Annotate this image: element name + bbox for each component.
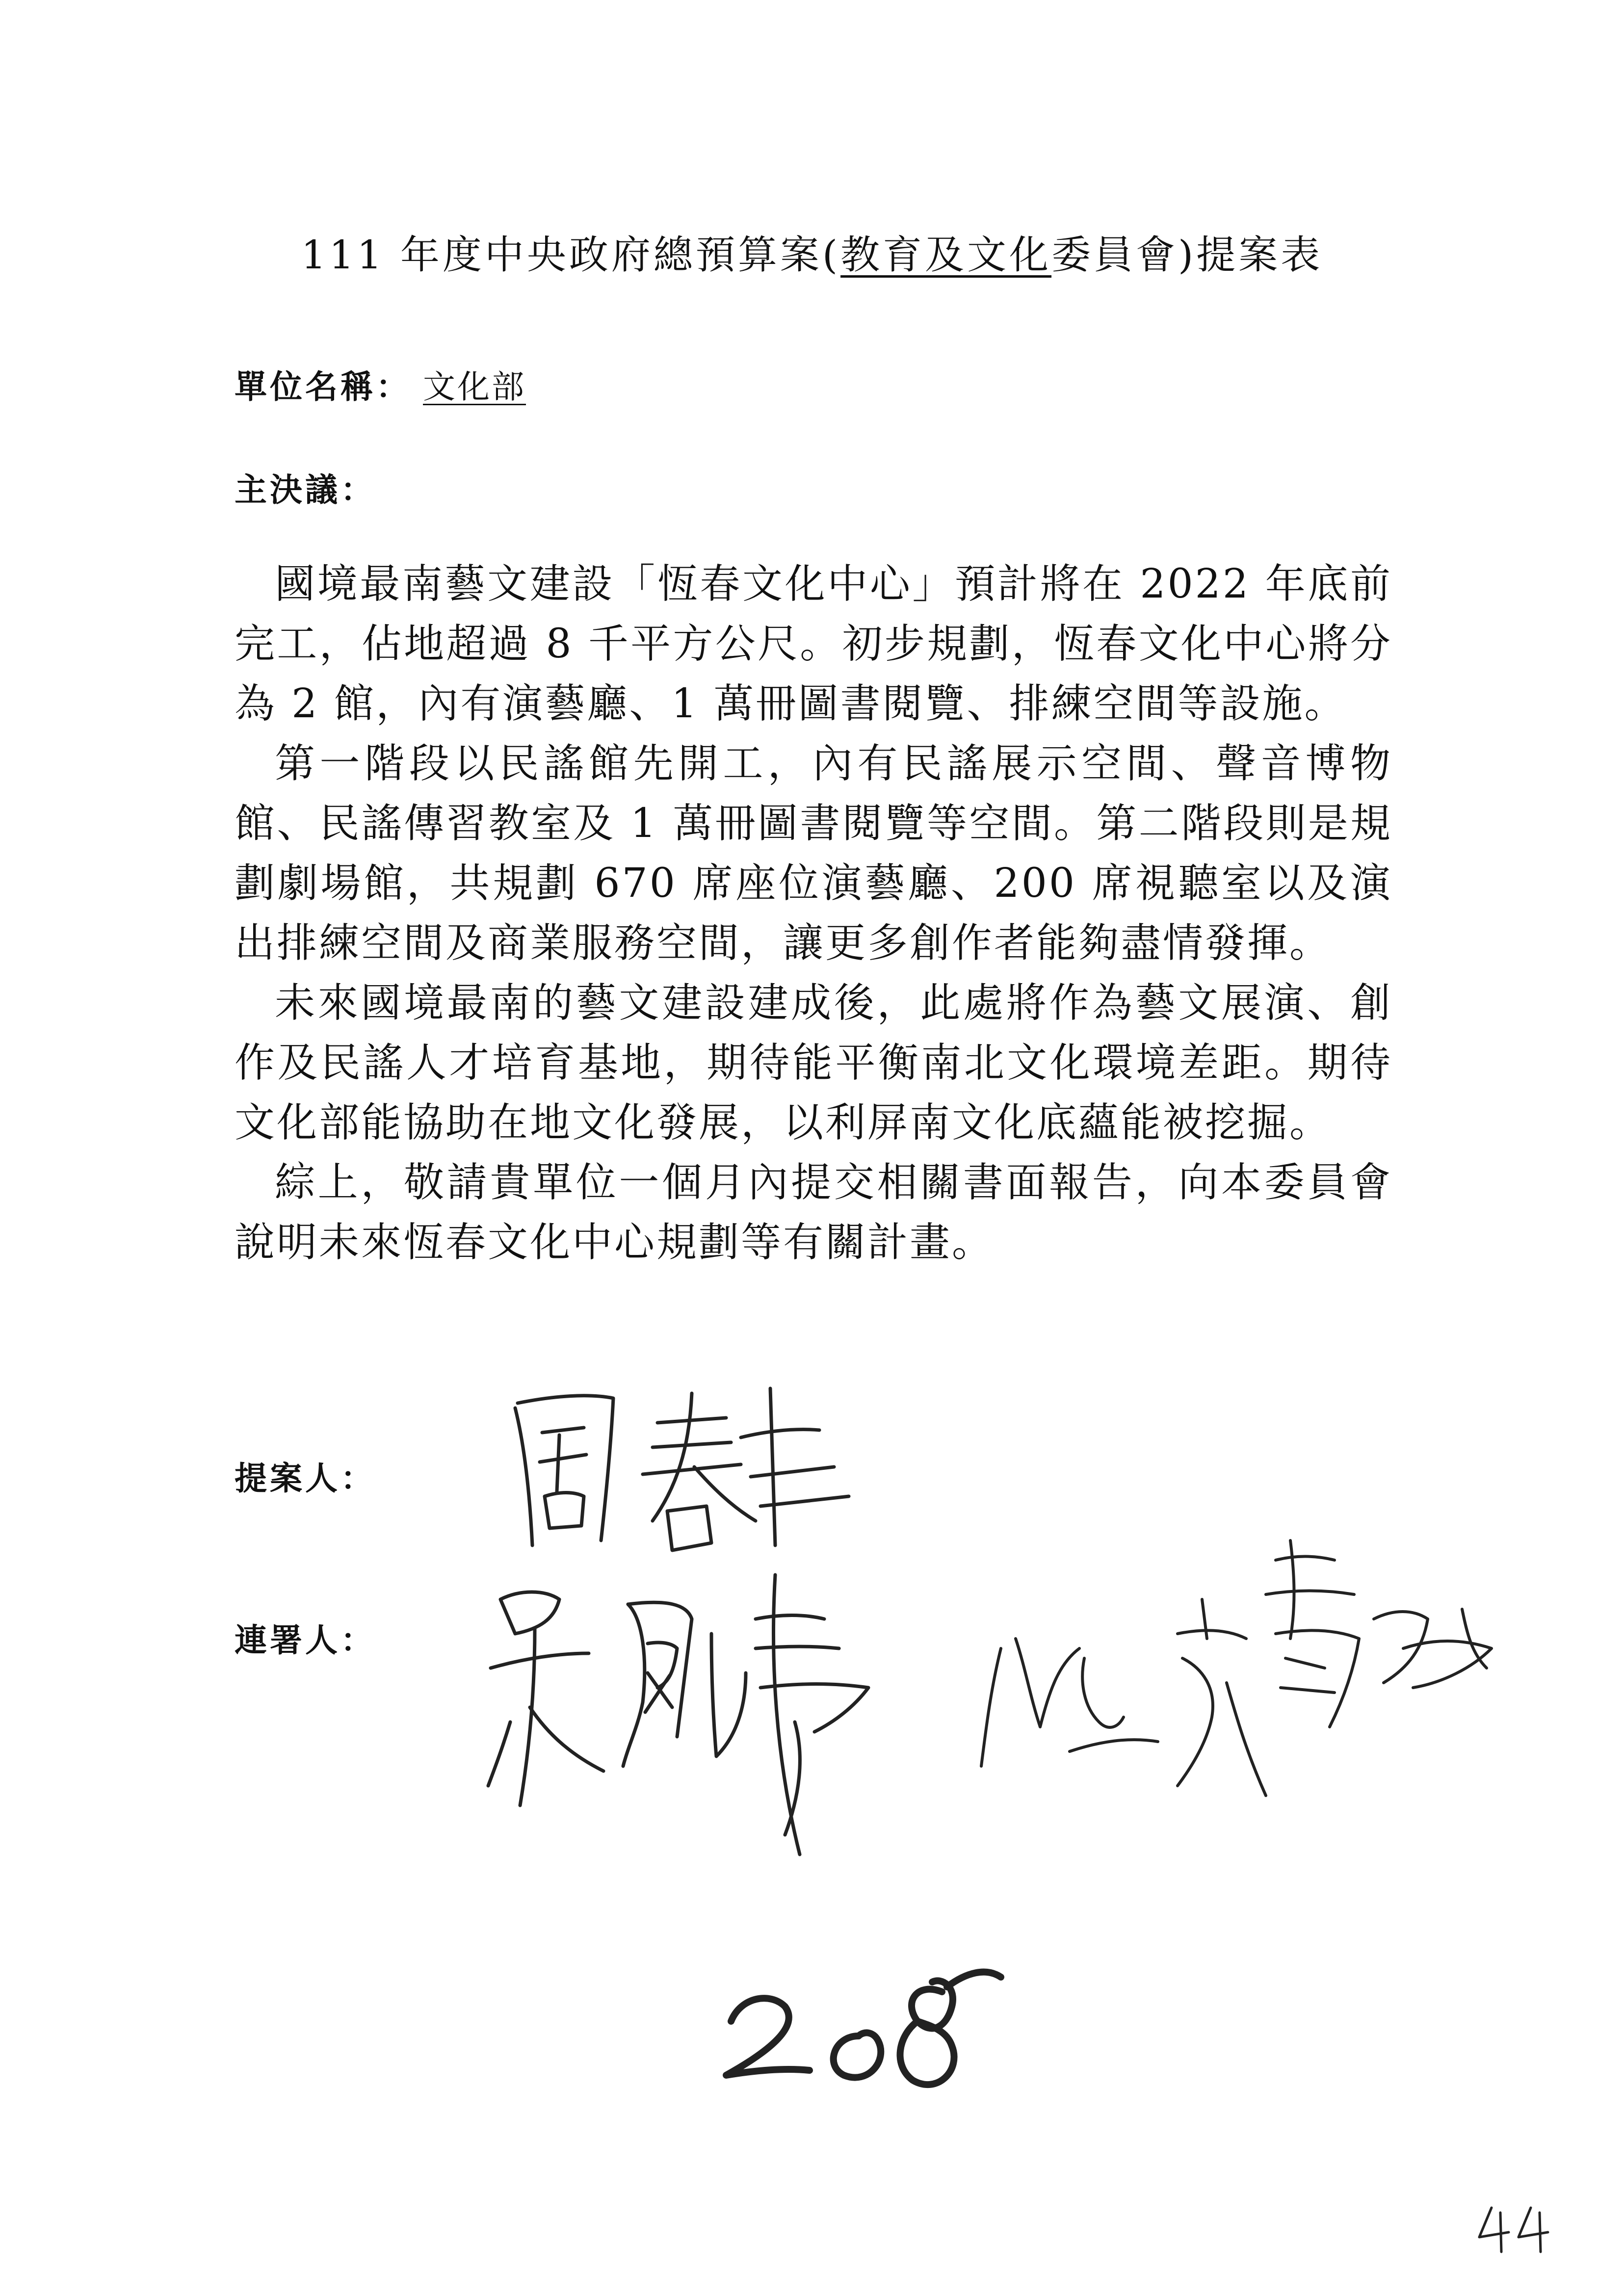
cosigner-label: 連署人： <box>235 1621 376 1659</box>
paragraph-1: 國境最南藝文建設「恆春文化中心」預計將在 2022 年底前完工，佔地超過 8 千平方公尺。初步規劃，恆春文化中心將分為 2 館，內有演藝廳、1 萬冊圖書閱覽、排練空間等設施。 <box>235 561 1392 727</box>
resolution-body <box>235 554 1392 1273</box>
paragraph-4: 綜上，敬請貴單位一個月內提交相關書面報告，向本委員會說明未來恆春文化中心規劃等有關計畫。 <box>235 1159 1392 1266</box>
cosigner-signature-1 <box>481 1560 922 1864</box>
document-title <box>0 223 1624 280</box>
page-number <box>1472 2198 1560 2257</box>
cosigner-signature-2 <box>971 1521 1511 1845</box>
unit-label: 單位名稱： <box>235 367 411 406</box>
proposer-signature <box>496 1349 868 1560</box>
unit-value: 文化部 <box>423 368 526 406</box>
title-suffix: 委員會)提案表 <box>1051 232 1323 278</box>
title-committee: 教育及文化 <box>840 232 1052 278</box>
paragraph-2: 第一階段以民謠館先開工，內有民謠展示空間、聲音博物館、民謠傳習教室及 1 萬冊圖書閱覽等空間。第二階段則是規劃劇場館，共規劃 670 席座位演藝廳、200 席視聽室以及演出排練空間及商業服務空間，讓更多創作者能夠盡情發揮。 <box>235 740 1392 966</box>
handwritten-number <box>711 1953 1006 2100</box>
title-prefix: 111 年度中央政府總預算案( <box>301 232 841 278</box>
proposer-label: 提案人： <box>235 1459 376 1497</box>
paragraph-3: 未來國境最南的藝文建設建成後，此處將作為藝文展演、創作及民謠人才培育基地，期待能平衡南北文化環境差距。期待文化部能協助在地文化發展，以利屏南文化底蘊能被挖掘。 <box>235 980 1392 1146</box>
resolution-label: 主決議： <box>235 470 376 509</box>
